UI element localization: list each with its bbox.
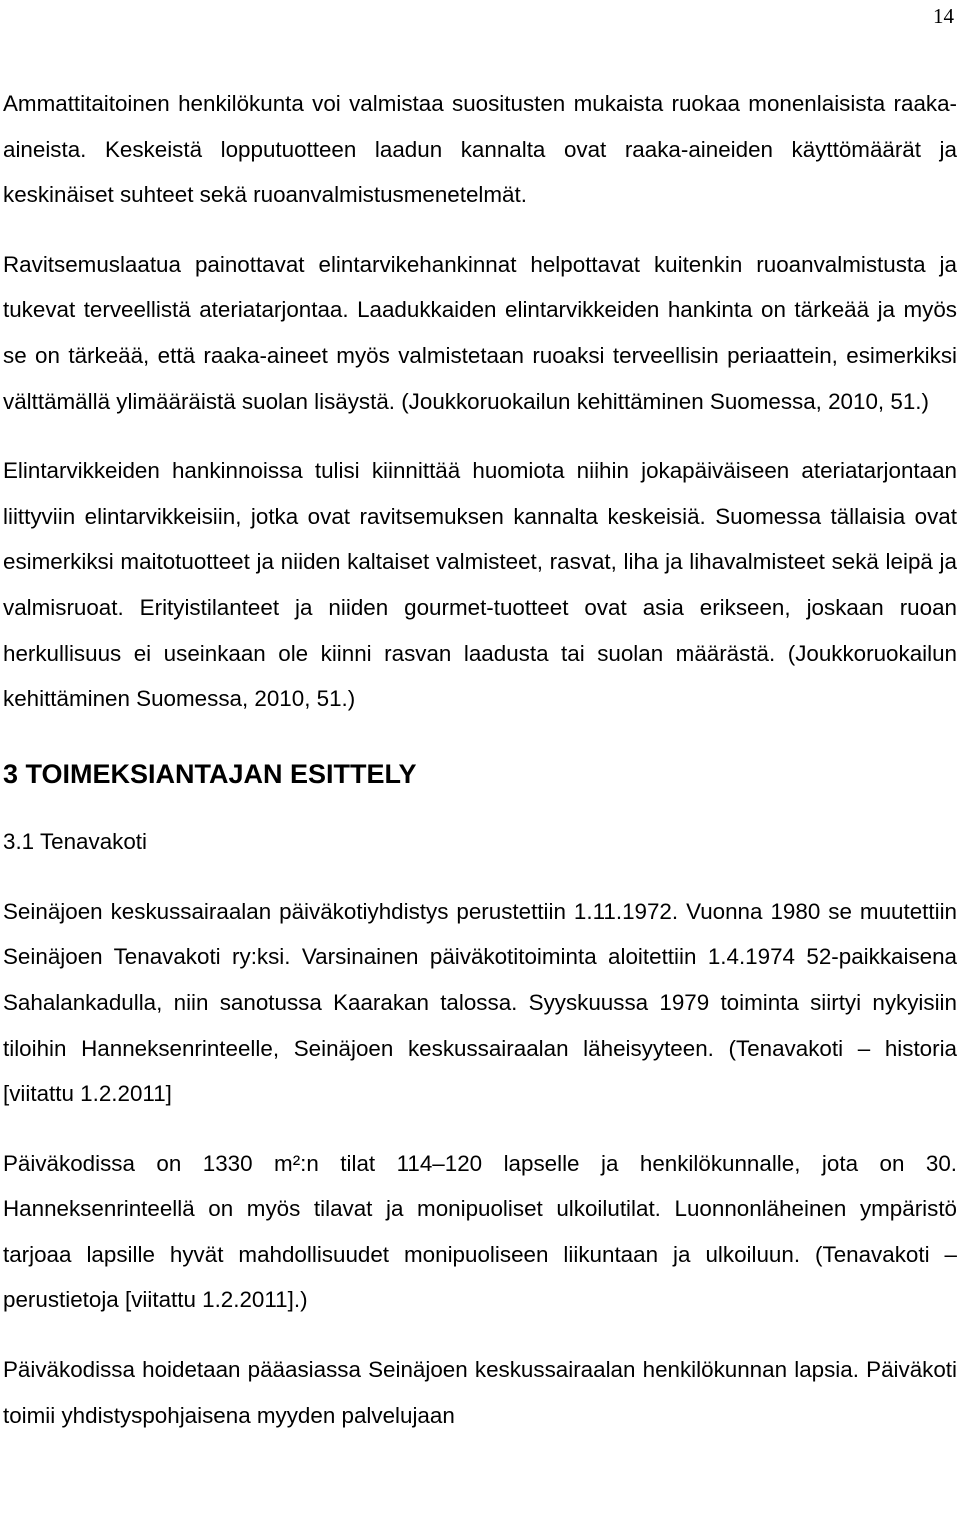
paragraph-4: Seinäjoen keskussairaalan päiväkotiyhdistys perustettiin 1.11.1972. Vuonna 1980 se muutettiin Seinäjoen Tenavakoti ry:ksi. Varsinainen päiväkotitoiminta aloitettiin 1.4.1974 52-paikkaisena Sahalankadulla, niin sanotussa Kaarakan talossa. Syyskuussa 1979 toiminta siirtyi nykyisiin tiloihin Hanneksenrinteelle, Seinäjoen keskussairaalan läheisyyteen. (Tenavakoti – historia [viitattu 1.2.2011] (3, 898, 957, 1107)
chapter-heading: 3 TOIMEKSIANTAJAN ESITTELY (3, 758, 417, 789)
paragraph-2: Ravitsemuslaatua painottavat elintarvikehankinnat helpottavat kuitenkin ruoanvalmistusta ja tukevat terveellistä ateriatarjontaa. Laadukkaiden elintarvikkeiden hankinta on tärkeää ja myös se on tärkeää, että raaka-aineet myös valmistetaan ruoaksi terveellisin periaattein, esimerkiksi välttämällä ylimääräistä suolan lisäystä. (Joukkoruokailun kehittäminen Suomessa, 2010, 51.) (3, 251, 957, 414)
paragraph-6: Päiväkodissa hoidetaan pääasiassa Seinäjoen keskussairaalan henkilökunnan lapsia. Päiväkoti toimii yhdistyspohjaisena myyden palvelujaan (3, 1357, 957, 1428)
section-heading: 3.1 Tenavakoti (3, 828, 147, 854)
paragraph-1: Ammattitaitoinen henkilökunta voi valmistaa suositusten mukaista ruokaa monenlaisista raaka-aineista. Keskeistä lopputuotteen laadun kannalta ovat raaka-aineiden käyttömäärät ja keskinäiset suhteet sekä ruoanvalmistusmenetelmät. (3, 91, 957, 208)
paragraph-5: Päiväkodissa on 1330 m²:n tilat 114–120 lapselle ja henkilökunnalle, jota on 30. Hanneksenrinteellä on myös tilavat ja monipuoliset ulkoilutilat. Luonnonläheinen ympäristö tarjoaa lapsille hyvät mahdollisuudet monipuoliseen liikuntaan ja ulkoiluun. (Tenavakoti – perustietoja [viitattu 1.2.2011].) (3, 1150, 957, 1313)
paragraph-3: Elintarvikkeiden hankinnoissa tulisi kiinnittää huomiota niihin jokapäiväiseen ateriatarjontaan liittyviin elintarvikkeisiin, jotka ovat ravitsemuksen kannalta keskeisiä. Suomessa tällaisia ovat esimerkiksi maitotuotteet ja niiden kaltaiset valmisteet, rasvat, liha ja lihavalmisteet sekä leipä ja valmisruoat. Erityistilanteet ja niiden gourmet-tuotteet ovat asia erikseen, joskaan ruoan herkullisuus ei useinkaan ole kiinni rasvan laadusta tai suolan määrästä. (Joukkoruokailun kehittäminen Suomessa, 2010, 51.) (3, 458, 957, 712)
chapter-heading-wrapper (3, 746, 957, 794)
document-body (3, 81, 957, 1438)
page-number: 14 (933, 4, 954, 28)
